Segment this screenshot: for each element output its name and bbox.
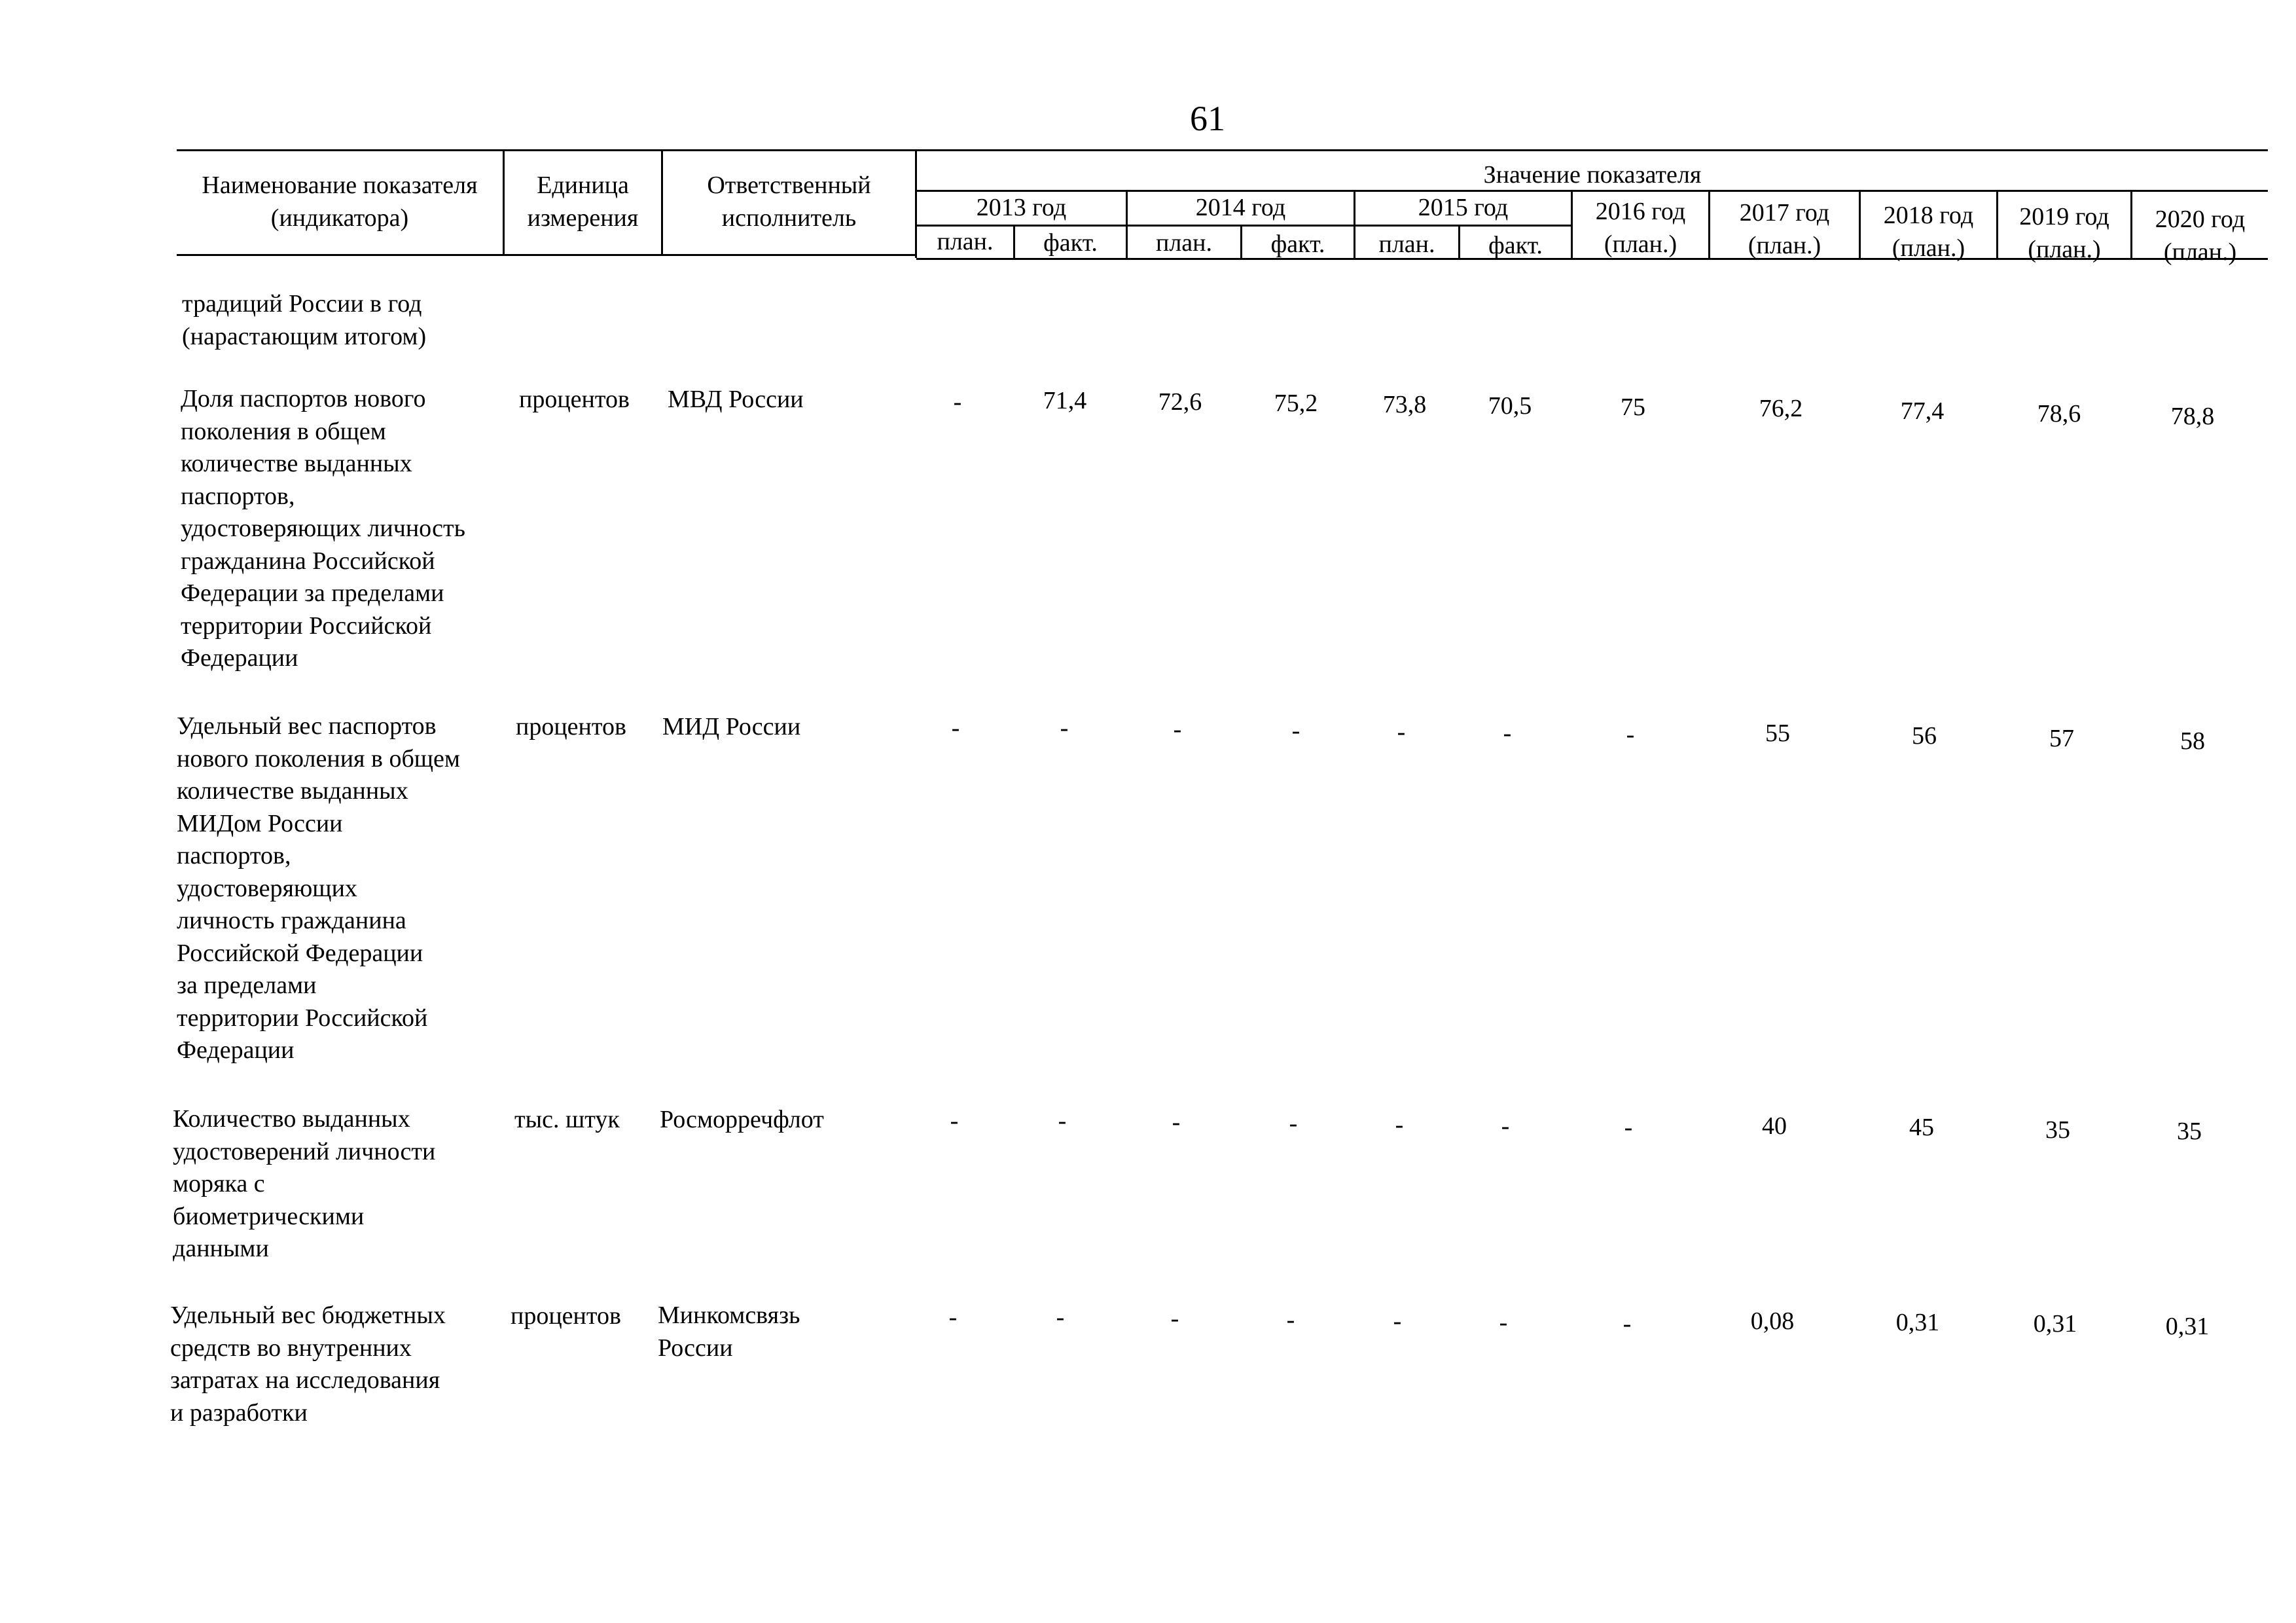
row-value: 0,31 [2033,1310,2077,1338]
row-value: - [1499,1309,1508,1336]
row-value: - [1397,718,1406,746]
row-value: - [1501,1112,1510,1140]
header-plan: план. [1155,229,1212,257]
header-year: 2017 год (план.) [1739,199,1830,259]
header-name: Наименование показателя (индикатора) [202,172,478,232]
row-value: - [1289,1110,1298,1137]
continuation-text: традиций России в год (нарастающим итогом) [182,290,427,350]
row-value: - [951,714,960,742]
row-value: 75 [1621,393,1645,421]
row-value: 73,8 [1382,391,1427,418]
row-value: 78,8 [2170,403,2215,430]
row-value: 40 [1762,1112,1787,1140]
row-value: 0,31 [2165,1313,2210,1340]
row-value: 72,6 [1158,388,1202,416]
header-plan: план. [937,228,994,255]
row-value: 35 [2177,1118,2202,1145]
row-value: - [1626,721,1635,748]
row-value: - [1503,720,1512,747]
row-unit: процентов [511,1302,621,1330]
row-value: 57 [2049,725,2074,752]
row-name: Доля паспортов нового поколения в общем количестве выданных паспортов, удостоверяющих личность гражданина Российской Федерации за пределами территории Российской Федерации [181,385,465,672]
row-value: 71,4 [1043,387,1087,414]
header-plan: план. [1378,230,1435,258]
row-name: Количество выданных удостоверений личности моряка с биометрическими данными [173,1105,436,1262]
header-fact: факт. [1043,229,1098,257]
row-value: 55 [1765,720,1790,747]
row-executor: Минкомсвязь России [658,1302,800,1362]
header-year: 2014 год [1195,194,1286,221]
row-value: - [1393,1307,1402,1335]
header-year: 2013 год [976,194,1067,221]
row-value: 70,5 [1488,392,1532,420]
row-executor: МВД России [668,386,804,413]
header-value-group: Значение показателя [1483,161,1702,189]
header-year: 2020 год (план.) [2155,206,2246,266]
header-unit: Единица измерения [527,172,639,232]
row-value: - [1291,717,1300,744]
row-value: - [1172,1108,1181,1136]
row-executor: МИД России [662,713,801,740]
header-year: 2016 год (план.) [1595,198,1686,258]
header-year: 2018 год (план.) [1883,202,1974,262]
header-fact: факт. [1488,232,1543,259]
row-value: 78,6 [2037,400,2081,428]
row-value: 56 [1912,722,1937,750]
row-name: Удельный вес паспортов нового поколения в общем количестве выданных МИДом России паспортов, удостоверяющих личность гражданина Российской Федерации за пределами территории Российской Федерации [177,712,460,1064]
row-value: - [1173,716,1182,743]
row-value: - [1623,1310,1632,1338]
row-unit: процентов [516,713,626,740]
row-name: Удельный вес бюджетных средств во внутренних затратах на исследования и разработки [170,1302,446,1427]
header-year: 2015 год [1418,194,1509,221]
row-value: 0,31 [1895,1309,1940,1336]
header-year: 2019 год (план.) [2019,203,2109,263]
row-value: 0,08 [1750,1307,1795,1335]
row-value: 58 [2180,727,2205,755]
row-value: - [1624,1114,1633,1141]
page-number: 61 [1190,99,1225,138]
row-value: 76,2 [1759,395,1803,422]
header-top-rule [177,149,2268,151]
row-value: - [953,388,962,416]
row-value: 35 [2045,1116,2070,1144]
row-unit: тыс. штук [514,1106,620,1133]
row-value: 77,4 [1900,397,1945,425]
header-fact: факт. [1270,230,1325,258]
header-bottom-rule [177,254,916,256]
row-unit: процентов [519,386,630,413]
row-value: - [1058,1107,1067,1135]
row-value: - [1286,1306,1295,1334]
row-value: - [1170,1305,1179,1332]
row-value: - [1056,1304,1065,1331]
row-value: - [1395,1111,1404,1139]
row-value: - [1060,714,1069,742]
row-value: - [950,1107,959,1135]
row-value: - [948,1304,958,1331]
row-value: 45 [1909,1114,1934,1141]
header-executor: Ответственный исполнитель [707,172,871,232]
row-executor: Росморречфлот [660,1106,824,1133]
row-value: 75,2 [1274,390,1318,417]
